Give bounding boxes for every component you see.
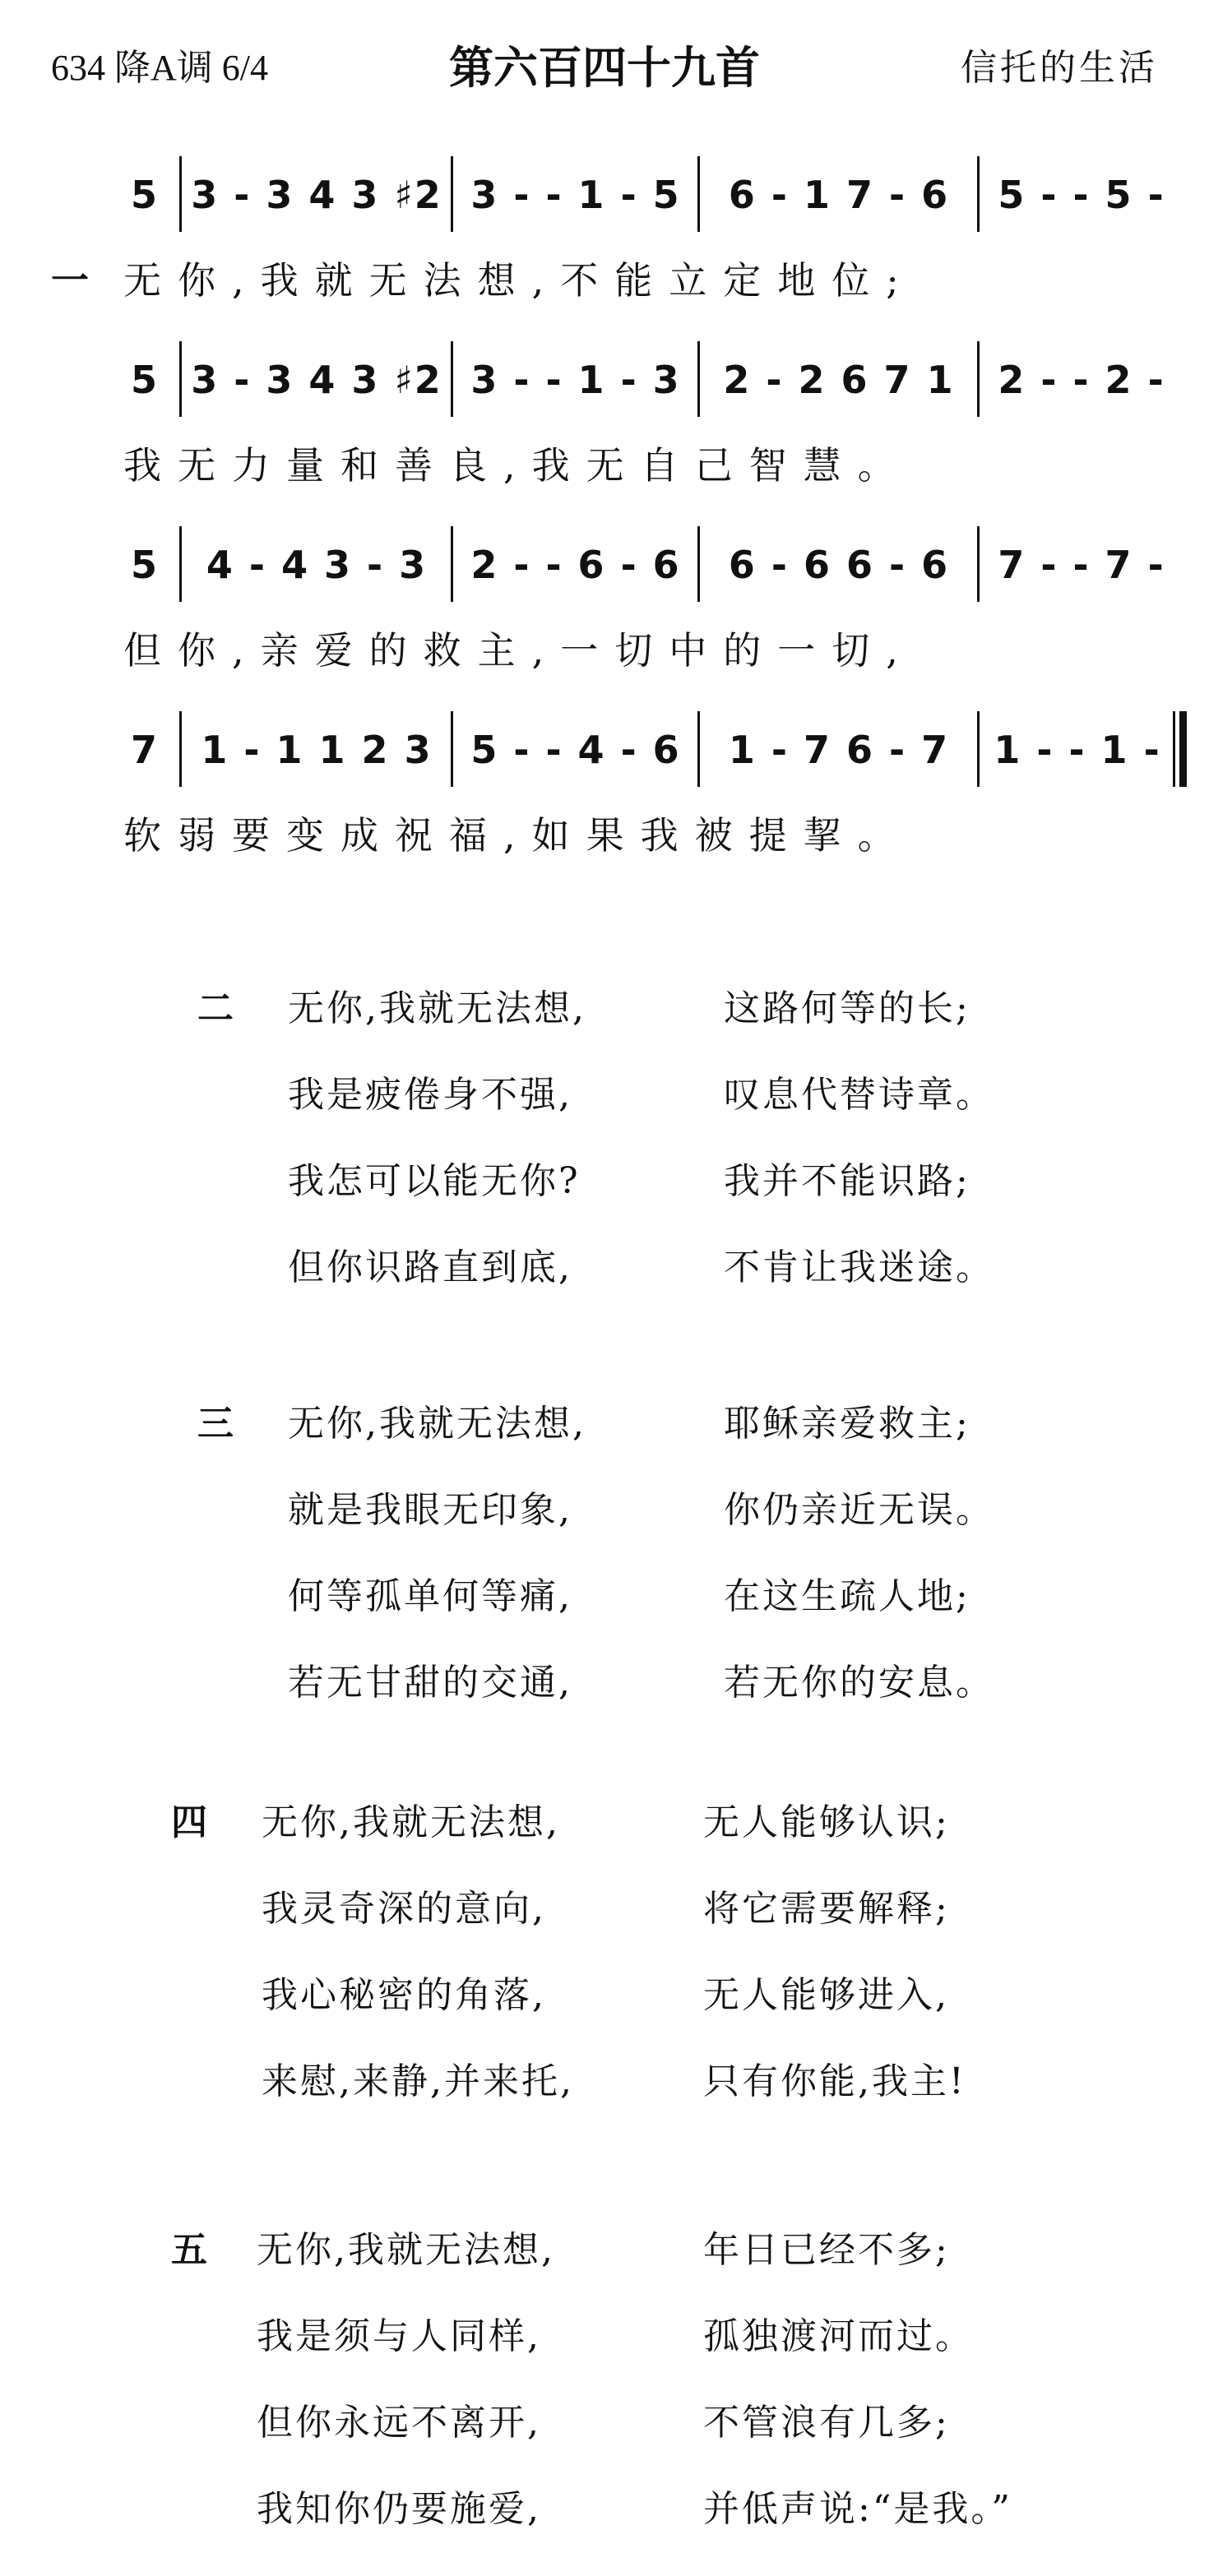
stanza-line: 你仍亲近无误。 [724, 1489, 994, 1531]
measure: 3 - 3 4 3 ♯2 [191, 173, 442, 217]
final-barline-thin [1173, 711, 1175, 787]
barline [179, 341, 182, 417]
barline [179, 156, 182, 232]
notation-line [0, 333, 1209, 423]
stanza-line: 来慰,来静,并来托, [262, 2060, 574, 2102]
hymn-header [0, 33, 1209, 99]
measure: 1 - - 1 - [994, 728, 1161, 772]
stanza-line: 我是须与人同样, [257, 2315, 541, 2357]
notation-line [0, 703, 1209, 793]
stanza-number: 五 [171, 2229, 207, 2271]
stanza-line: 无人能够进入, [703, 1974, 949, 2016]
stanza-line: 我是疲倦身不强, [288, 1074, 572, 1116]
measure: 7 - - 7 - [998, 543, 1165, 587]
stanza-line: 不肯让我迷途。 [724, 1246, 994, 1288]
pickup-note: 5 [130, 543, 157, 587]
stanza-number: 四 [171, 1801, 207, 1843]
barline [451, 526, 453, 602]
barline [697, 341, 700, 417]
measure: 5 - - 5 - [998, 173, 1165, 217]
measure: 1 - 1 1 2 3 [201, 728, 433, 772]
stanza-line: 不管浪有几多; [703, 2402, 950, 2444]
measure: 2 - 2 6 7 1 [723, 358, 955, 402]
measure: 4 - 4 3 - 3 [206, 543, 428, 587]
lyric-text: 无你,我就无法想,不能立定地位; [123, 258, 915, 303]
measure: 1 - 7 6 - 7 [728, 728, 950, 772]
barline [697, 156, 700, 232]
stanza-line: 无你,我就无法想, [288, 1403, 586, 1445]
barline [977, 341, 980, 417]
measure: 3 - 3 4 3 ♯2 [191, 358, 442, 402]
measure: 5 - - 4 - 6 [470, 728, 681, 772]
barline [451, 711, 453, 787]
measure: 3 - - 1 - 5 [470, 173, 681, 217]
stanza-line: 我灵奇深的意向, [262, 1888, 546, 1930]
measure: 2 - - 6 - 6 [470, 543, 681, 587]
stanza-line: 我心秘密的角落, [262, 1974, 546, 2016]
barline [977, 526, 980, 602]
pickup-note: 5 [130, 358, 157, 402]
stanza-line: 耶稣亲爱救主; [724, 1403, 970, 1445]
pickup-note: 7 [130, 728, 157, 772]
barline [451, 156, 453, 232]
stanza-line: 若无甘甜的交通, [288, 1662, 572, 1704]
stanza-line: 在这生疏人地; [724, 1575, 970, 1617]
stanza-line: 我并不能识路; [724, 1160, 970, 1202]
stanza-line: 何等孤单何等痛, [288, 1575, 572, 1617]
verse-number: 一 [51, 258, 105, 303]
lyric-text: 我无力量和善良,我无自己智慧。 [123, 443, 912, 488]
key-signature: 降A调 6/4 [114, 48, 268, 88]
stanza-line: 孤独渡河而过。 [703, 2315, 974, 2357]
lyric-line [0, 621, 1209, 678]
stanza-number: 二 [197, 987, 234, 1029]
stanza-line: 无人能够认识; [703, 1801, 950, 1843]
stanza-number: 三 [197, 1403, 234, 1445]
stanza-line: 无你,我就无法想, [262, 1801, 560, 1843]
measure: 6 - 1 7 - 6 [728, 173, 950, 217]
stanza-line: 无你,我就无法想, [288, 987, 586, 1029]
notation-line [0, 148, 1209, 238]
barline [179, 526, 182, 602]
final-barline-thick [1179, 711, 1187, 787]
lyric-text: 但你,亲爱的救主,一切中的一切, [123, 628, 915, 673]
barline [977, 711, 980, 787]
stanza-line: 并低声说:“是我。” [703, 2488, 1012, 2530]
pickup-note: 5 [130, 173, 157, 217]
stanza-line: 我知你仍要施爱, [257, 2488, 541, 2530]
stanza-line: 若无你的安息。 [724, 1662, 994, 1704]
hymn-category: 信托的生活 [961, 47, 1158, 89]
barline [179, 711, 182, 787]
stanza-line: 就是我眼无印象, [288, 1489, 572, 1531]
stanza-line: 只有你能,我主! [703, 2060, 966, 2102]
barline [697, 711, 700, 787]
measure: 2 - - 2 - [998, 358, 1165, 402]
lyric-text: 软弱要变成祝福,如果我被提挈。 [123, 813, 912, 858]
barline [697, 526, 700, 602]
lyric-line [0, 806, 1209, 863]
stanza-line: 年日已经不多; [703, 2229, 950, 2271]
barline [977, 156, 980, 232]
stanza-line: 将它需要解释; [703, 1888, 950, 1930]
measure: 3 - - 1 - 3 [470, 358, 681, 402]
notation-line [0, 518, 1209, 608]
stanza-line: 但你永远不离开, [257, 2402, 541, 2444]
stanza-line: 叹息代替诗章。 [724, 1074, 994, 1116]
stanza-line: 我怎可以能无你? [288, 1160, 581, 1202]
hymn-title: 第六百四十九首 [449, 42, 760, 94]
stanza-line: 无你,我就无法想, [257, 2229, 555, 2271]
measure: 6 - 6 6 - 6 [728, 543, 950, 587]
lyric-line [0, 251, 1209, 308]
stanza-line: 但你识路直到底, [288, 1246, 572, 1288]
hymn-number: 634 [51, 48, 105, 88]
lyric-line [0, 436, 1209, 493]
stanza-line: 这路何等的长; [724, 987, 970, 1029]
barline [451, 341, 453, 417]
